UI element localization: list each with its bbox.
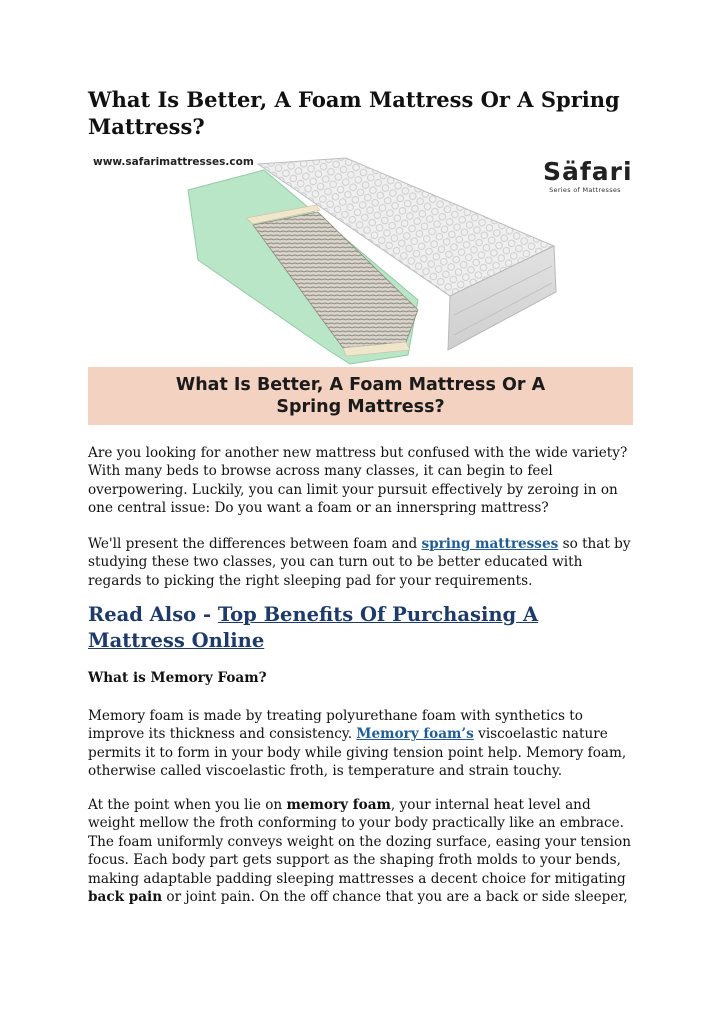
banner-line-2: Spring Mattress? [276,397,445,417]
para3-text-before: Memory foam is made by treating polyurethane foam with synthetics to improve its thickness and consistency. [88,708,583,743]
para2-text-before: We'll present the differences between foam and [88,536,422,552]
differences-paragraph [88,535,636,590]
memory-foam-bold: memory foam [286,797,391,813]
para3-text-after: viscoelastic nature permits it to form in your body while giving tension point help. Memory foam, otherwise called viscoelastic froth, is temperature and strain touchy. [88,726,627,780]
logo-tagline: Series of Mattresses [549,186,621,194]
para4-text-middle: , your internal heat level and weight mellow the froth conforming to your body practically like an embrace. The foam uniformly conveys weight on the dozing surface, easing your tension focus. Each body part gets support as the shaping froth molds to your bends, making adaptable padding sleeping mattresses a decent choice for mitigating [88,797,631,887]
spring-mattresses-link[interactable]: spring mattresses [421,536,559,552]
brand-logo [543,157,633,194]
intro-paragraph: Are you looking for another new mattress but confused with the wide variety? With many beds to browse across many classes, it can begin to feel overpowering. Luckily, you can limit your pursuit effectively by zeroing in on one central issue: Do you want a foam or an innerspring mattress? [88,445,628,517]
article-title: What Is Better, A Foam Mattress Or A Spring Mattress? [88,87,620,139]
back-pain-bold: back pain [88,889,163,906]
section-heading: What is Memory Foam? [88,670,267,686]
para2-text-after: so that by studying these two classes, you can turn out to be better educated with regards to picking the right sleeping pad for your requirements. [88,536,631,589]
para4-text-before: At the point when you lie on [88,797,287,813]
hero-banner [88,367,633,425]
hero-image [88,150,633,425]
read-also-link[interactable]: Top Benefits Of Purchasing A Mattress Online [88,603,539,652]
read-also-heading [88,602,636,654]
memory-foam-link[interactable]: Memory foam’s [356,726,474,743]
para4-text-after: or joint pain. On the off chance that you are a back or side sleeper, [162,889,628,906]
memory-foam-paragraph [88,707,636,781]
banner-line-1: What Is Better, A Foam Mattress Or A [175,375,546,395]
memory-foam-detail-paragraph [88,796,636,906]
read-also-prefix: Read Also - [88,603,218,626]
site-url: www.safarimattresses.com [93,156,254,168]
logo-name: Säfari [543,157,633,186]
